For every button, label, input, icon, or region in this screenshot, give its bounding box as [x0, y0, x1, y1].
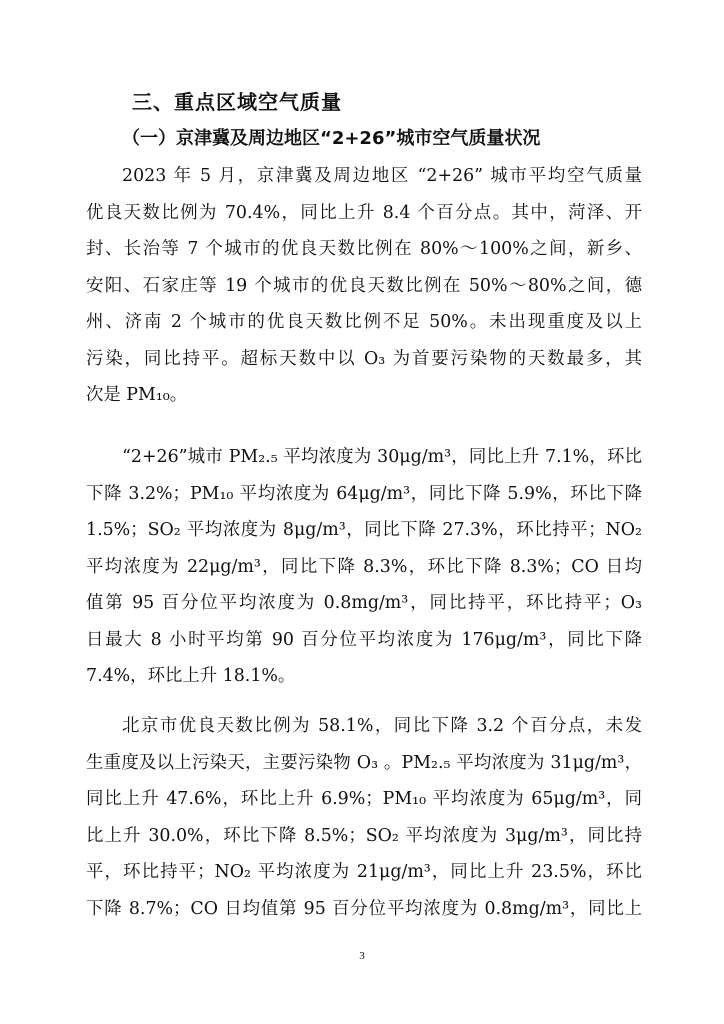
- text-line: 比上升 30.0%，环比下降 8.5%；SO₂ 平均浓度为 3μg/m³，同比持: [86, 825, 642, 846]
- text-line: 优良天数比例为 70.4%，同比上升 8.4 个百分点。其中，菏泽、开: [86, 202, 642, 223]
- text-line: 1.5%；SO₂ 平均浓度为 8μg/m³，同比下降 27.3%，环比持平；NO₂: [86, 520, 642, 540]
- text-line: 安阳、石家庄等 19 个城市的优良天数比例在 50%～80%之间，德: [86, 275, 642, 296]
- text-line: 生重度及以上污染天，主要污染物 O₃ 。PM₂.₅ 平均浓度为 31μg/m³，: [86, 752, 642, 773]
- text-line: 州、济南 2 个城市的优良天数比例不足 50%。未出现重度及以上: [86, 312, 642, 332]
- text-line: 次是 PM₁₀。: [86, 385, 188, 405]
- text-line: “2+26”城市 PM₂.₅ 平均浓度为 30μg/m³，同比上升 7.1%，环比: [122, 447, 642, 467]
- section-heading: 三、重点区域空气质量: [132, 90, 342, 114]
- text-line: 2023 年 5 月，京津冀及周边地区 “2+26” 城市平均空气质量: [122, 166, 642, 186]
- paragraph-beijing: [86, 708, 642, 927]
- text-line: 平均浓度为 22μg/m³，同比下降 8.3%，环比下降 8.3%；CO 日均: [86, 556, 642, 577]
- paragraph-regional-air-quality: [86, 158, 642, 414]
- text-line: 下降 3.2%；PM₁₀ 平均浓度为 64μg/m³，同比下降 5.9%，环比下降: [86, 483, 642, 504]
- text-line: 同比上升 47.6%，环比上升 6.9%；PM₁₀ 平均浓度为 65μg/m³，同: [86, 789, 642, 809]
- text-line: 平，环比持平；NO₂ 平均浓度为 21μg/m³，同比上升 23.5%，环比: [86, 862, 642, 882]
- text-line: 日最大 8 小时平均第 90 百分位平均浓度为 176μg/m³，同比下降: [86, 629, 642, 650]
- text-line: 值第 95 百分位平均浓度为 0.8mg/m³，同比持平，环比持平；O₃: [86, 593, 642, 613]
- paragraph-pollutant-concentrations: [86, 439, 642, 695]
- subsection-heading: （一）京津冀及周边地区“2+26”城市空气质量状况: [122, 128, 541, 149]
- text-line: 北京市优良天数比例为 58.1%，同比下降 3.2 个百分点，未发: [122, 716, 642, 736]
- text-line: 污染，同比持平。超标天数中以 O₃ 为首要污染物的天数最多，其: [86, 348, 642, 369]
- text-line: 封、长治等 7 个城市的优良天数比例在 80%～100%之间，新乡、: [86, 239, 642, 259]
- text-line: 7.4%，环比上升 18.1%。: [86, 666, 296, 686]
- page-number: 3: [359, 950, 365, 962]
- text-line: 下降 8.7%；CO 日均值第 95 百分位平均浓度为 0.8mg/m³，同比上: [86, 898, 642, 919]
